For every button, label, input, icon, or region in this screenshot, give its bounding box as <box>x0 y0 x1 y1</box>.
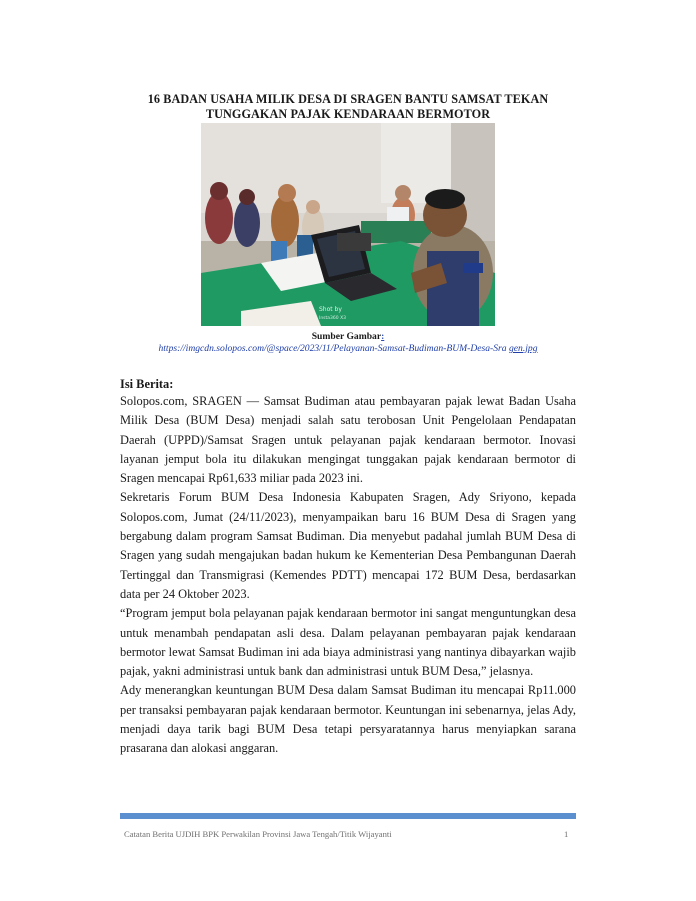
footer-text: Catatan Berita UJDIH BPK Perwakilan Provinsi Jawa Tengah/Titik Wijayanti <box>124 829 392 839</box>
footer-rule <box>120 813 576 819</box>
paragraph: Ady menerangkan keuntungan BUM Desa dalam Samsat Budiman itu mencapai Rp11.000 per transaksi pembayaran pajak kendaraan bermotor. Keuntungan ini sebenarnya, jelas Ady, menjadi daya tarik bagi BUM Desa tetapi persyaratannya harus menyiapkan sarana prasarana dan alokasi anggaran. <box>120 683 576 756</box>
photo-watermark: Shot by <box>319 306 342 313</box>
paragraph: Sekretaris Forum BUM Desa Indonesia Kabupaten Sragen, Ady Sriyono, kepada Solopos.com, Jumat (24/11/2023), menyampaikan baru 16 BUM Desa di Sragen yang bergabung dalam program Samsat Budiman. Dia menyebut padahal jumlah BUM Desa di Sragen yang sudah mengajukan badan hukum ke Kementerian Desa Pembangunan Daerah Tertinggal dan Transmigrasi (Kemendes PDTT) mencapai 172 BUM Desa, berdasarkan data per 24 Oktober 2023. <box>120 490 576 601</box>
image-source-label-text: Sumber Gambar <box>311 331 382 342</box>
image-source-url-tail[interactable]: gen.jpg <box>509 343 538 354</box>
news-photo-illustration <box>201 123 495 326</box>
news-photo <box>201 123 495 326</box>
article-title: 16 BADAN USAHA MILIK DESA DI SRAGEN BANTU SAMSAT TEKAN TUNGGAKAN PAJAK KENDARAAN BERMOTOR <box>147 92 549 121</box>
image-source-url[interactable]: https://imgcdn.solopos.com/@space/2023/11/Pelayanan-Samsat-Budiman-BUM-Desa-Sra <box>158 343 507 354</box>
image-source-colon: : <box>381 331 385 342</box>
page-number: 1 <box>564 829 569 839</box>
section-heading: Isi Berita: <box>120 377 174 391</box>
paragraph: Solopos.com, SRAGEN — Samsat Budiman atau pembayaran pajak lewat Badan Usaha Milik Desa (BUM Desa) menjadi salah satu terobosan Unit Pengelolaan Pendapatan Daerah (UPPD)/Samsat Sragen untuk pelayanan pajak kendaraan bermotor. Inovasi layanan jemput bola itu dilakukan mengingat tunggakan pajak kendaraan bermotor di Sragen mencapai Rp61,633 miliar pada 2023 ini. <box>120 394 576 486</box>
article-body <box>120 392 576 759</box>
image-source-label <box>0 331 696 343</box>
photo-watermark-device: Insta360 X3 <box>319 316 347 321</box>
image-source-link[interactable] <box>0 343 696 355</box>
paragraph: “Program jemput bola pelayanan pajak kendaraan bermotor ini sangat menguntungkan desa untuk menambah pendapatan asli desa. Dalam pelayanan pembayaran pajak kendaraan bermotor lewat Samsat Budiman ini ada biaya administrasi yang nantinya dibayarkan wajib pajak, yakni administrasi untuk bank dan administrasi untuk BUM Desa,” jelasnya. <box>120 606 576 679</box>
